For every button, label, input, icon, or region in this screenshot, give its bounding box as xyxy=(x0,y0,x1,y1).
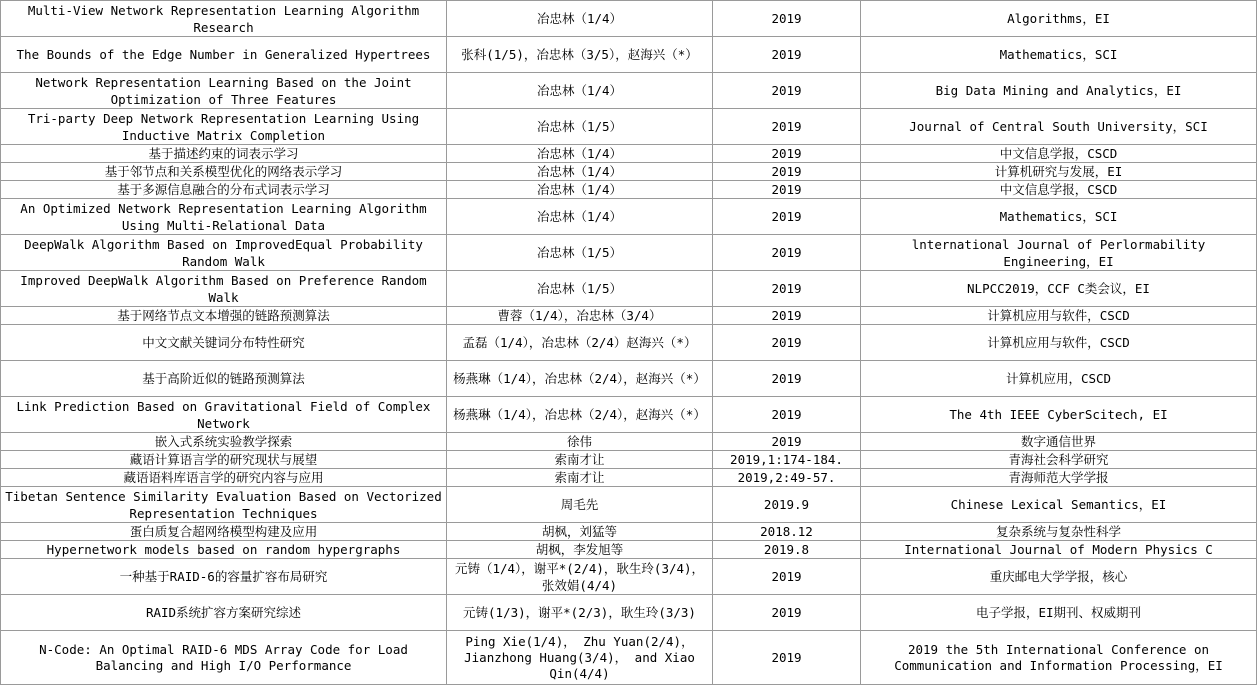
table-row xyxy=(1,37,1257,73)
cell-authors: 张科(1/5)，冶忠林（3/5），赵海兴（*） xyxy=(447,37,713,73)
cell-venue: 中文信息学报，CSCD xyxy=(861,145,1257,163)
cell-venue: International Journal of Modern Physics C xyxy=(861,541,1257,559)
cell-authors: 冶忠林（1/5） xyxy=(447,235,713,271)
cell-year: 2018.12 xyxy=(713,523,861,541)
cell-year: 2019 xyxy=(713,181,861,199)
cell-title: Hypernetwork models based on random hypergraphs xyxy=(1,541,447,559)
cell-authors: 杨燕琳（1/4），冶忠林（2/4），赵海兴（*） xyxy=(447,361,713,397)
cell-venue: Mathematics，SCI xyxy=(861,199,1257,235)
publication-table-body xyxy=(1,1,1257,685)
cell-title: RAID系统扩容方案研究综述 xyxy=(1,595,447,631)
cell-year: 2019 xyxy=(713,199,861,235)
cell-venue: Big Data Mining and Analytics，EI xyxy=(861,73,1257,109)
cell-title: 基于描述约束的词表示学习 xyxy=(1,145,447,163)
cell-venue: Mathematics，SCI xyxy=(861,37,1257,73)
cell-authors: 冶忠林（1/4） xyxy=(447,73,713,109)
cell-authors: 杨燕琳（1/4），冶忠林（2/4），赵海兴（*） xyxy=(447,397,713,433)
cell-venue: 数字通信世界 xyxy=(861,433,1257,451)
cell-title: 中文文献关键词分布特性研究 xyxy=(1,325,447,361)
table-row xyxy=(1,523,1257,541)
cell-authors: 冶忠林（1/4） xyxy=(447,199,713,235)
cell-year: 2019.9 xyxy=(713,487,861,523)
cell-title: 嵌入式系统实验教学探索 xyxy=(1,433,447,451)
cell-year: 2019 xyxy=(713,73,861,109)
cell-authors: 冶忠林（1/4） xyxy=(447,163,713,181)
cell-authors: 孟磊（1/4），冶忠林（2/4）赵海兴（*） xyxy=(447,325,713,361)
cell-title: The Bounds of the Edge Number in Generalized Hypertrees xyxy=(1,37,447,73)
cell-authors: 元铸（1/4），谢平*(2/4)，耿生玲(3/4)，张效娟(4/4) xyxy=(447,559,713,595)
cell-year: 2019 xyxy=(713,361,861,397)
cell-title: An Optimized Network Representation Learning Algorithm Using Multi-Relational Data xyxy=(1,199,447,235)
table-row xyxy=(1,307,1257,325)
table-row xyxy=(1,487,1257,523)
cell-authors: 冶忠林（1/5） xyxy=(447,271,713,307)
cell-venue: Journal of Central South University，SCI xyxy=(861,109,1257,145)
cell-venue: 计算机研究与发展，EI xyxy=(861,163,1257,181)
cell-year: 2019 xyxy=(713,631,861,685)
table-row xyxy=(1,595,1257,631)
table-row xyxy=(1,325,1257,361)
cell-year: 2019 xyxy=(713,433,861,451)
cell-year: 2019 xyxy=(713,325,861,361)
cell-title: 蛋白质复合超网络模型构建及应用 xyxy=(1,523,447,541)
table-row xyxy=(1,451,1257,469)
cell-venue: The 4th IEEE CyberScitech, EI xyxy=(861,397,1257,433)
cell-venue: 中文信息学报，CSCD xyxy=(861,181,1257,199)
table-row xyxy=(1,145,1257,163)
table-row xyxy=(1,631,1257,685)
cell-year: 2019 xyxy=(713,145,861,163)
cell-title: Link Prediction Based on Gravitational Field of Complex Network xyxy=(1,397,447,433)
cell-authors: 冶忠林（1/4） xyxy=(447,1,713,37)
table-row xyxy=(1,235,1257,271)
cell-authors: 索南才让 xyxy=(447,469,713,487)
table-row xyxy=(1,397,1257,433)
cell-title: Improved DeepWalk Algorithm Based on Preference Random Walk xyxy=(1,271,447,307)
cell-venue: lnternational Journal of Perlormability Engineering，EI xyxy=(861,235,1257,271)
cell-authors: 冶忠林（1/5） xyxy=(447,109,713,145)
cell-title: 藏语语料库语言学的研究内容与应用 xyxy=(1,469,447,487)
cell-venue: 计算机应用，CSCD xyxy=(861,361,1257,397)
cell-year: 2019.8 xyxy=(713,541,861,559)
cell-authors: 胡枫，刘猛等 xyxy=(447,523,713,541)
cell-year: 2019 xyxy=(713,235,861,271)
cell-year: 2019 xyxy=(713,595,861,631)
cell-venue: 青海师范大学学报 xyxy=(861,469,1257,487)
cell-venue: 重庆邮电大学学报，核心 xyxy=(861,559,1257,595)
cell-year: 2019 xyxy=(713,109,861,145)
table-row xyxy=(1,541,1257,559)
cell-venue: NLPCC2019，CCF C类会议，EI xyxy=(861,271,1257,307)
cell-authors: 曹蓉（1/4），冶忠林（3/4） xyxy=(447,307,713,325)
cell-title: N-Code: An Optimal RAID-6 MDS Array Code for Load Balancing and High I/O Performance xyxy=(1,631,447,685)
cell-authors: 徐伟 xyxy=(447,433,713,451)
cell-authors: 元铸(1/3)，谢平*(2/3)，耿生玲(3/3) xyxy=(447,595,713,631)
cell-title: 基于高阶近似的链路预测算法 xyxy=(1,361,447,397)
table-row xyxy=(1,199,1257,235)
cell-venue: Chinese Lexical Semantics，EI xyxy=(861,487,1257,523)
cell-title: 基于网络节点文本增强的链路预测算法 xyxy=(1,307,447,325)
table-row xyxy=(1,361,1257,397)
table-row xyxy=(1,469,1257,487)
cell-venue: 2019 the 5th International Conference on Communication and Information Processing，EI xyxy=(861,631,1257,685)
cell-year: 2019,1:174-184. xyxy=(713,451,861,469)
table-row xyxy=(1,109,1257,145)
cell-year: 2019 xyxy=(713,307,861,325)
cell-venue: 复杂系统与复杂性科学 xyxy=(861,523,1257,541)
cell-year: 2019 xyxy=(713,559,861,595)
cell-venue: 计算机应用与软件，CSCD xyxy=(861,307,1257,325)
cell-title: Network Representation Learning Based on the Joint Optimization of Three Features xyxy=(1,73,447,109)
cell-authors: 胡枫，李发旭等 xyxy=(447,541,713,559)
cell-title: 基于多源信息融合的分布式词表示学习 xyxy=(1,181,447,199)
cell-title: 基于邻节点和关系模型优化的网络表示学习 xyxy=(1,163,447,181)
cell-venue: Algorithms，EI xyxy=(861,1,1257,37)
cell-title: Tibetan Sentence Similarity Evaluation Based on Vectorized Representation Techniques xyxy=(1,487,447,523)
cell-authors: Ping Xie(1/4)， Zhu Yuan(2/4)， Jianzhong Huang(3/4)， and Xiao Qin(4/4) xyxy=(447,631,713,685)
cell-venue: 计算机应用与软件，CSCD xyxy=(861,325,1257,361)
cell-year: 2019 xyxy=(713,1,861,37)
cell-authors: 冶忠林（1/4） xyxy=(447,181,713,199)
table-row xyxy=(1,433,1257,451)
cell-authors: 周毛先 xyxy=(447,487,713,523)
cell-authors: 冶忠林（1/4） xyxy=(447,145,713,163)
cell-year: 2019 xyxy=(713,271,861,307)
cell-title: 一种基于RAID-6的容量扩容布局研究 xyxy=(1,559,447,595)
cell-year: 2019 xyxy=(713,37,861,73)
table-row xyxy=(1,181,1257,199)
cell-year: 2019 xyxy=(713,397,861,433)
cell-venue: 青海社会科学研究 xyxy=(861,451,1257,469)
cell-title: Tri-party Deep Network Representation Learning Using Inductive Matrix Completion xyxy=(1,109,447,145)
cell-year: 2019 xyxy=(713,163,861,181)
table-row xyxy=(1,1,1257,37)
cell-title: DeepWalk Algorithm Based on ImprovedEqual Probability Random Walk xyxy=(1,235,447,271)
table-row xyxy=(1,73,1257,109)
cell-year: 2019,2:49-57. xyxy=(713,469,861,487)
cell-authors: 索南才让 xyxy=(447,451,713,469)
cell-venue: 电子学报，EI期刊、权威期刊 xyxy=(861,595,1257,631)
cell-title: 藏语计算语言学的研究现状与展望 xyxy=(1,451,447,469)
table-row xyxy=(1,559,1257,595)
table-row xyxy=(1,163,1257,181)
cell-title: Multi-View Network Representation Learning Algorithm Research xyxy=(1,1,447,37)
table-row xyxy=(1,271,1257,307)
